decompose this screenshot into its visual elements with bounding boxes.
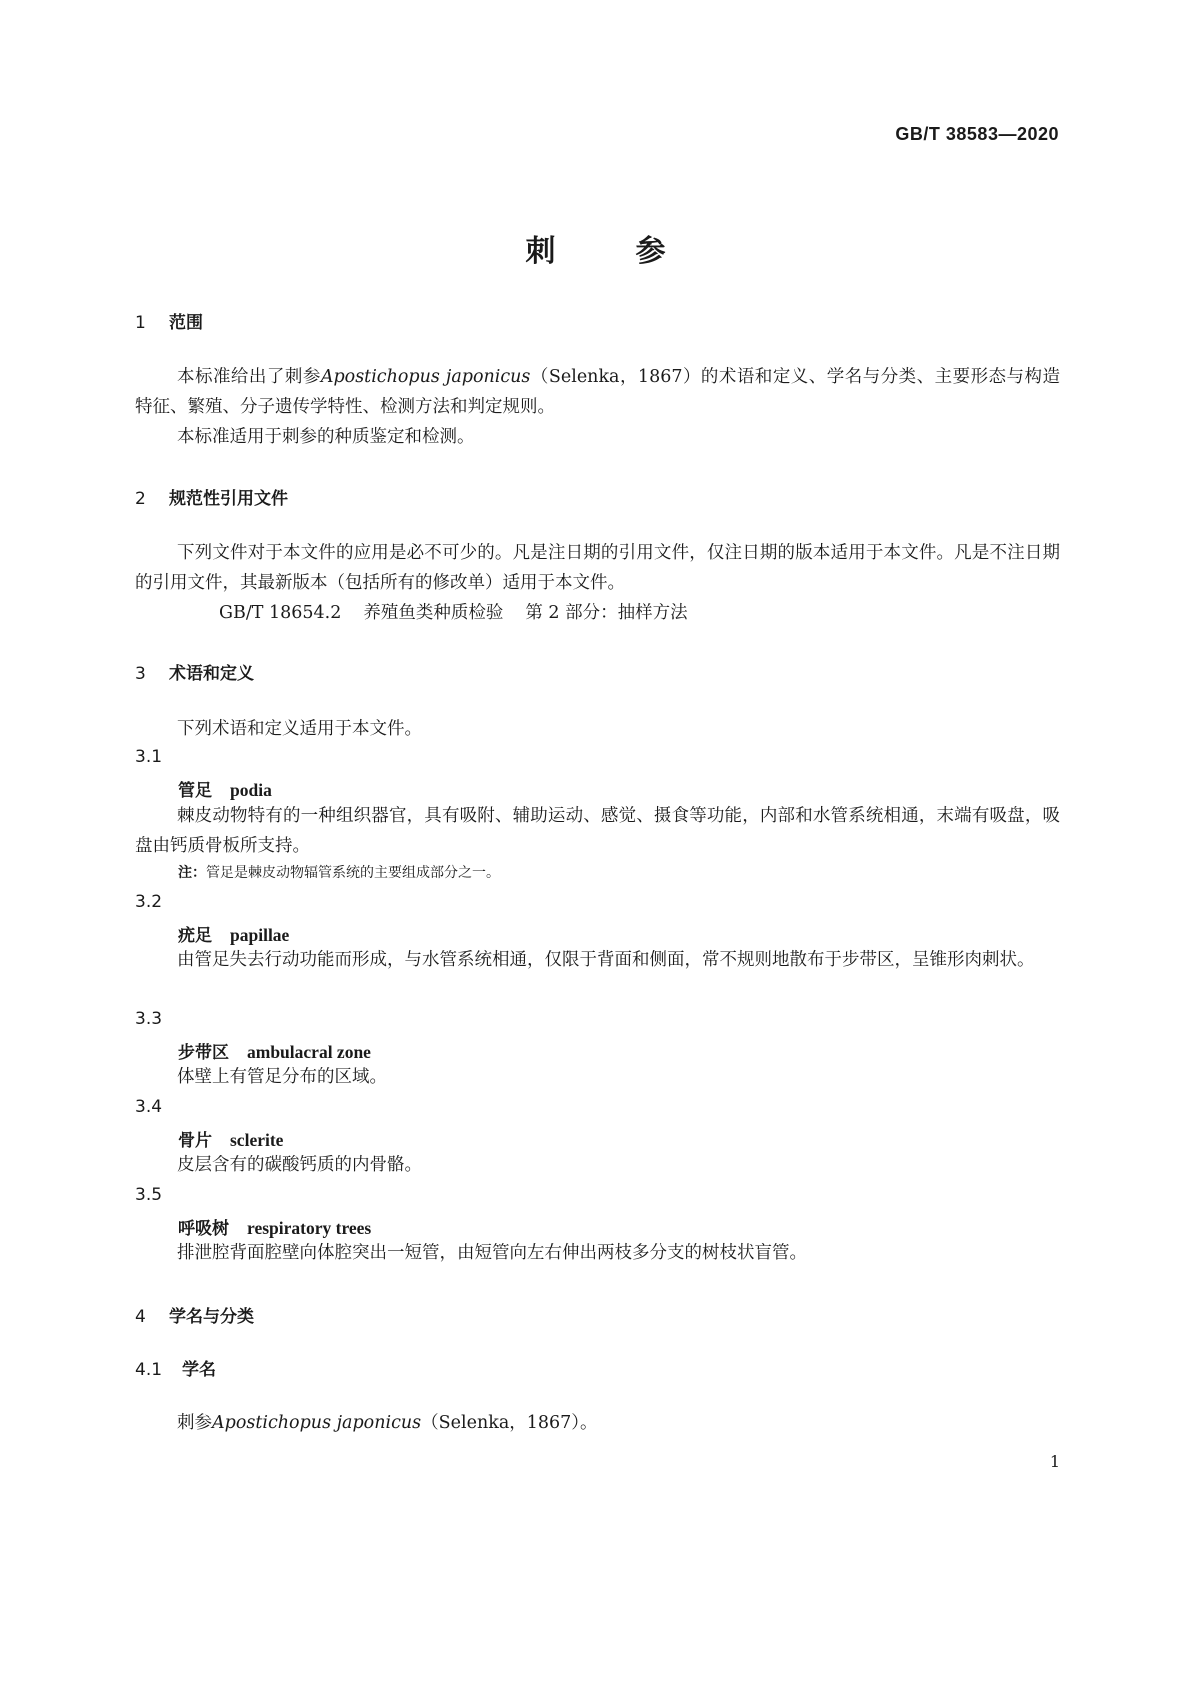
section-title: 范围 (169, 313, 203, 333)
term-number: 3.3 (135, 1009, 163, 1029)
term-definition: 体壁上有管足分布的区域。 (177, 1067, 387, 1087)
scope-paragraph-2: 本标准适用于刺参的种质鉴定和检测。 (177, 427, 475, 447)
note-label: 注： (178, 865, 206, 881)
section-number: 2 (135, 489, 146, 509)
term-zh: 管足 (178, 781, 212, 801)
section-3-heading (135, 659, 254, 684)
reference-title: 养殖鱼类种质检验 (363, 603, 504, 623)
reference-code: GB/T 18654.2 (219, 603, 342, 623)
term-zh: 骨片 (178, 1131, 212, 1151)
subsection-title: 学名 (182, 1360, 216, 1380)
scope-paragraph-1 (135, 362, 1060, 422)
page-number: 1 (1049, 1452, 1060, 1471)
term-number: 3.4 (135, 1097, 163, 1117)
standard-code: GB/T 38583—2020 (895, 124, 1059, 144)
term-note (178, 862, 500, 882)
term-number: 3.5 (135, 1185, 163, 1205)
note-text: 管足是棘皮动物辐管系统的主要组成部分之一。 (206, 865, 500, 881)
document-title: 刺参 (525, 234, 746, 269)
text-run: （Selenka，1867）。 (421, 1413, 598, 1433)
term-zh: 步带区 (178, 1043, 229, 1063)
scientific-name-paragraph (135, 1408, 1060, 1438)
term-definition: 由管足失去行动功能而形成，与水管系统相通，仅限于背面和侧面，常不规则地散布于步带区，呈锥形肉刺状。 (177, 950, 1035, 970)
section-4-heading (135, 1302, 254, 1327)
term-en: sclerite (230, 1130, 284, 1150)
term-en: respiratory trees (247, 1218, 372, 1238)
subsection-number: 4.1 (135, 1360, 163, 1380)
term-definition: 皮层含有的碳酸钙质的内骨骼。 (177, 1155, 422, 1175)
term-definition: 棘皮动物特有的一种组织器官，具有吸附、辅助运动、感觉、摄食等功能，内部和水管系统相通，末端有吸盘，吸盘由钙质骨板所支持。 (135, 806, 1060, 856)
term-heading (178, 1214, 371, 1239)
section-title: 规范性引用文件 (169, 489, 288, 509)
section-number: 1 (135, 313, 146, 333)
text-run: 本标准给出了刺参 (177, 367, 321, 387)
terms-intro: 下列术语和定义适用于本文件。 (177, 719, 422, 739)
term-heading (178, 776, 272, 801)
term-en: ambulacral zone (247, 1042, 371, 1062)
subsection-4-1-heading (135, 1355, 216, 1380)
section-number: 3 (135, 664, 146, 684)
normative-reference-item (135, 598, 1060, 628)
term-en: podia (230, 780, 272, 800)
term-number: 3.1 (135, 747, 163, 767)
scientific-name: Apostichopus japonicus (320, 367, 531, 387)
scientific-name: Apostichopus japonicus (212, 1413, 422, 1433)
term-zh: 呼吸树 (178, 1219, 229, 1239)
reference-part: 第 2 部分：抽样方法 (525, 603, 688, 623)
term-heading (178, 921, 289, 946)
normative-refs-paragraph: 下列文件对于本文件的应用是必不可少的。凡是注日期的引用文件，仅注日期的版本适用于本文件。凡是不注日期的引用文件，其最新版本（包括所有的修改单）适用于本文件。 (135, 543, 1060, 593)
term-zh: 疣足 (178, 926, 212, 946)
section-1-heading (135, 308, 203, 333)
term-definition: 排泄腔背面腔壁向体腔突出一短管，由短管向左右伸出两枝多分支的树枝状盲管。 (177, 1243, 807, 1263)
section-2-heading (135, 484, 288, 509)
section-title: 学名与分类 (169, 1307, 254, 1327)
text-run: 刺参 (177, 1413, 212, 1433)
text-run: （Selenka，1867）的术语和定义、学名与分类、主要形态与构造特征、繁殖、分子遗传学特性、检测方法和判定规则。 (135, 367, 1060, 417)
term-heading (178, 1038, 371, 1063)
section-number: 4 (135, 1307, 146, 1327)
term-number: 3.2 (135, 892, 163, 912)
term-en: papillae (230, 925, 290, 945)
section-title: 术语和定义 (169, 664, 254, 684)
term-heading (178, 1126, 283, 1151)
